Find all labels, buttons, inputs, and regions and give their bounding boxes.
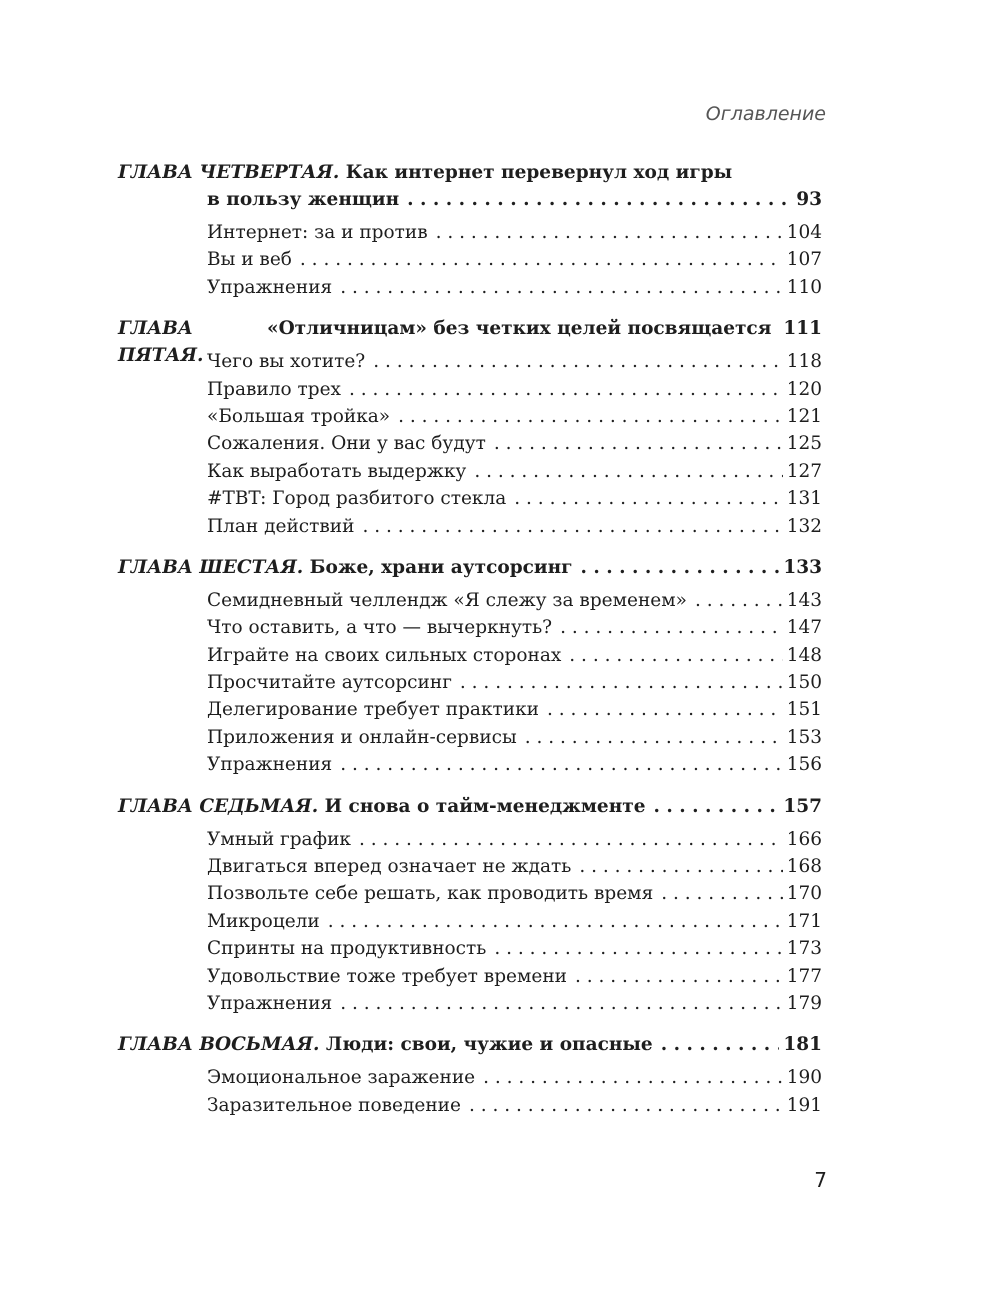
- dot-leader: [460, 669, 783, 696]
- dot-leader: [579, 853, 782, 880]
- dot-leader: [474, 458, 782, 485]
- section-entry[interactable]: [207, 908, 822, 935]
- section-list: [118, 587, 822, 779]
- section-entry[interactable]: [207, 826, 822, 853]
- section-title: Что оставить, а что — вычеркнуть?: [207, 617, 553, 639]
- section-title: Делегирование требует практики: [207, 699, 539, 721]
- section-page: 120: [786, 378, 822, 400]
- dot-leader: [349, 376, 783, 403]
- section-entry[interactable]: [207, 1092, 822, 1119]
- chapter-label: ГЛАВА ПЯТАЯ.: [118, 318, 204, 367]
- section-page: 127: [786, 460, 822, 482]
- section-title: Двигаться вперед означает не ждать: [207, 856, 572, 878]
- dot-leader: [547, 696, 783, 723]
- section-entry[interactable]: [207, 696, 822, 723]
- chapter-heading: [118, 160, 822, 186]
- section-title: Правило трех: [207, 378, 341, 400]
- chapter-heading-continued[interactable]: [118, 186, 822, 213]
- section-list: [118, 826, 822, 1018]
- section-page: 177: [786, 965, 822, 987]
- section-title: Сожаления. Они у вас будут: [207, 433, 486, 455]
- section-entry[interactable]: [207, 963, 822, 990]
- dot-leader: [575, 963, 783, 990]
- section-page: 191: [786, 1094, 822, 1116]
- dot-leader: [362, 513, 782, 540]
- section-page: 179: [786, 992, 822, 1014]
- section-title: Просчитайте аутсорсинг: [207, 672, 452, 694]
- section-entry[interactable]: [207, 990, 822, 1017]
- section-entry[interactable]: [207, 724, 822, 751]
- section-entry[interactable]: [207, 751, 822, 778]
- section-title: «Большая тройка»: [207, 405, 391, 427]
- chapter-title: И снова о тайм-менеджменте: [324, 795, 646, 817]
- section-page: 150: [786, 672, 822, 694]
- section-entry[interactable]: [207, 219, 822, 246]
- section-entry[interactable]: [207, 376, 822, 403]
- section-title: Упражнения: [207, 754, 333, 776]
- section-page: 118: [786, 351, 822, 373]
- dot-leader: [373, 348, 782, 375]
- section-entry[interactable]: [207, 513, 822, 540]
- chapter-title: Боже, храни аутсорсинг: [309, 556, 573, 578]
- running-head: Оглавление: [705, 103, 826, 125]
- section-title: Упражнения: [207, 992, 333, 1014]
- dot-leader: [560, 614, 783, 641]
- section-entry[interactable]: [207, 348, 822, 375]
- chapter-title: Как интернет перевернул ход игры: [345, 162, 733, 183]
- chapter-page: 93: [796, 189, 822, 210]
- section-list: [118, 348, 822, 540]
- section-title: Чего вы хотите?: [207, 351, 366, 373]
- chapter-label: ГЛАВА ВОСЬМАЯ.: [118, 1034, 320, 1056]
- dot-leader: [525, 724, 783, 751]
- section-page: 107: [786, 249, 822, 271]
- section-page: 148: [786, 644, 822, 666]
- chapter-page: 157: [783, 795, 822, 817]
- section-page: 168: [786, 856, 822, 878]
- section-entry[interactable]: [207, 485, 822, 512]
- section-page: 132: [786, 515, 822, 537]
- dot-leader: [514, 485, 782, 512]
- section-entry[interactable]: [207, 669, 822, 696]
- chapter-heading[interactable]: [118, 554, 822, 581]
- section-title: Играйте на своих сильных сторонах: [207, 644, 562, 666]
- dot-leader: [494, 935, 782, 962]
- section-page: 121: [786, 405, 822, 427]
- section-page: 173: [786, 938, 822, 960]
- dot-leader: [359, 826, 783, 853]
- chapter-title: Люди: свои, чужие и опасные: [325, 1034, 653, 1056]
- dot-leader: [581, 554, 780, 581]
- dot-leader: [328, 908, 783, 935]
- dot-leader: [661, 880, 782, 907]
- section-page: 156: [786, 754, 822, 776]
- section-title: Умный график: [207, 828, 351, 850]
- chapter-label: ГЛАВА СЕДЬМАЯ.: [118, 795, 319, 817]
- section-entry[interactable]: [207, 587, 822, 614]
- dot-leader: [407, 186, 792, 213]
- section-entry[interactable]: [207, 935, 822, 962]
- section-title: План действий: [207, 515, 355, 537]
- chapter-title-continued: в пользу женщин: [207, 189, 400, 210]
- section-entry[interactable]: [207, 274, 822, 301]
- section-title: Интернет: за и против: [207, 222, 428, 243]
- chapter-title: «Отличницам» без четких целей посвящается: [267, 318, 772, 340]
- section-page: 104: [786, 222, 822, 243]
- dot-leader: [436, 219, 783, 246]
- dot-leader: [494, 430, 783, 457]
- section-title: Вы и веб: [207, 249, 292, 271]
- chapter-entry: [118, 315, 822, 540]
- section-page: 166: [786, 828, 822, 850]
- section-entry[interactable]: [207, 430, 822, 457]
- section-title: Как выработать выдержку: [207, 460, 467, 482]
- section-page: 110: [786, 276, 822, 298]
- dot-leader: [695, 587, 783, 614]
- section-title: Заразительное поведение: [207, 1094, 461, 1116]
- section-page: 170: [786, 883, 822, 905]
- page-number: 7: [814, 1168, 827, 1192]
- chapter-entry: [118, 1031, 822, 1119]
- dot-leader: [653, 793, 779, 820]
- section-entry[interactable]: [207, 246, 822, 273]
- chapter-page: 111: [783, 318, 822, 340]
- dot-leader: [340, 274, 782, 301]
- section-list: [118, 219, 822, 301]
- section-title: Спринты на продуктивность: [207, 938, 487, 960]
- section-page: 147: [786, 617, 822, 639]
- section-title: Позвольте себе решать, как проводить время: [207, 883, 654, 905]
- dot-leader: [483, 1064, 783, 1091]
- section-page: 151: [786, 699, 822, 721]
- section-entry[interactable]: [207, 1064, 822, 1091]
- section-entry[interactable]: [207, 853, 822, 880]
- section-page: 153: [786, 726, 822, 748]
- section-page: 125: [786, 433, 822, 455]
- dot-leader: [340, 990, 782, 1017]
- dot-leader: [398, 403, 783, 430]
- dot-leader: [300, 246, 783, 273]
- section-page: 190: [786, 1067, 822, 1089]
- section-entry[interactable]: [207, 614, 822, 641]
- section-entry[interactable]: [207, 880, 822, 907]
- section-list: [118, 1064, 822, 1119]
- section-title: Микроцели: [207, 910, 320, 932]
- section-title: Эмоциональное заражение: [207, 1067, 476, 1089]
- chapter-page: 181: [783, 1034, 822, 1056]
- section-entry[interactable]: [207, 458, 822, 485]
- section-entry[interactable]: [207, 642, 822, 669]
- section-title: Приложения и онлайн-сервисы: [207, 726, 517, 748]
- table-of-contents: [118, 160, 822, 1133]
- dot-leader: [469, 1092, 783, 1119]
- chapter-label: ГЛАВА ЧЕТВЕРТАЯ.: [118, 162, 340, 183]
- dot-leader: [569, 642, 782, 669]
- section-entry[interactable]: [207, 403, 822, 430]
- chapter-heading[interactable]: [118, 1031, 822, 1058]
- chapter-page: 133: [783, 556, 822, 578]
- section-title: Удовольствие тоже требует времени: [207, 965, 567, 987]
- section-page: 143: [786, 589, 822, 611]
- dot-leader: [661, 1031, 780, 1058]
- dot-leader: [340, 751, 782, 778]
- section-page: 131: [786, 488, 822, 510]
- section-page: 171: [786, 910, 822, 932]
- section-title: Упражнения: [207, 276, 333, 298]
- chapter-label: ГЛАВА ШЕСТАЯ.: [118, 556, 304, 578]
- chapter-entry: [118, 160, 822, 301]
- chapter-entry: [118, 793, 822, 1018]
- section-title: Семидневный челлендж «Я слежу за временем»: [207, 589, 687, 611]
- section-title: #TBT: Город разбитого стекла: [207, 488, 507, 510]
- chapter-entry: [118, 554, 822, 779]
- chapter-heading[interactable]: [118, 793, 822, 820]
